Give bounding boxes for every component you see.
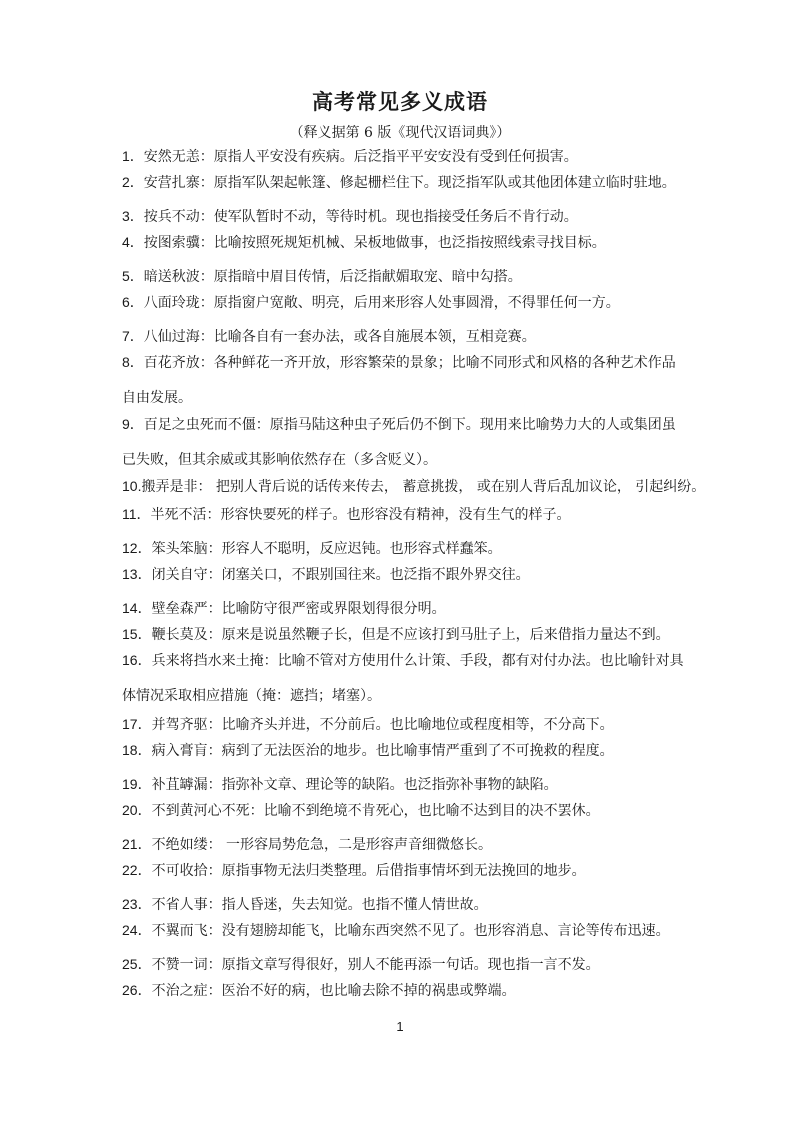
entry-text: 笨头笨脑：形容人不聪明，反应迟钝。也形容式样蠢笨。 [151, 541, 502, 557]
list-item [122, 920, 692, 941]
entry-text: 不可收拾：原指事物无法归类整理。后借指事情坏到无法挽回的地步。 [151, 863, 586, 879]
entry-text: 闭关自守：闭塞关口，不跟别国往来。也泛指不跟外界交往。 [151, 567, 530, 583]
list-item [122, 774, 692, 795]
list-item [122, 834, 692, 855]
entry-text: 鞭长莫及：原来是说虽然鞭子长，但是不应该打到马肚子上，后来借指力量达不到。 [151, 627, 670, 643]
entry-text: 百足之虫死而不僵：原指马陆这种虫子死后仍不倒下。现用来比喻势力大的人或集团虽 [143, 417, 676, 433]
entry-number: 5． [122, 268, 144, 284]
list-item [122, 206, 692, 227]
list-item [122, 292, 692, 313]
list-item [122, 146, 692, 167]
entry-number: 1． [122, 148, 144, 164]
list-item [122, 714, 692, 735]
entry-text: 半死不活：形容快要死的样子。也形容没有精神，没有生气的样子。 [150, 507, 571, 523]
entry-text: 不省人事：指人昏迷，失去知觉。也指不懂人情世故。 [151, 897, 488, 913]
entry-number: 22． [122, 862, 152, 878]
list-item [122, 232, 692, 253]
entry-number: 19． [122, 776, 152, 792]
entry-text: 八仙过海：比喻各自有一套办法，或各自施展本领，互相竞赛。 [143, 329, 536, 345]
entry-number: 18． [122, 742, 152, 758]
list-item [122, 894, 692, 915]
entry-number: 21． [122, 836, 152, 852]
list-item [122, 800, 692, 821]
entry-continuation: 已失败，但其余威或其影响依然存在（多含贬义）。 [122, 452, 437, 468]
entry-number: 23． [122, 896, 152, 912]
entry-text: 按兵不动：使军队暂时不动，等待时机。现也指接受任务后不肯行动。 [143, 209, 578, 225]
list-item [122, 414, 692, 468]
list-item [122, 352, 692, 406]
entry-number: 20． [122, 802, 152, 818]
entry-number: 26． [122, 982, 152, 998]
entry-text: 壁垒森严：比喻防守很严密或界限划得很分明。 [151, 601, 446, 617]
list-item [122, 624, 692, 645]
entry-number: 2． [122, 174, 144, 190]
list-item [122, 326, 692, 347]
entry-number: 8． [122, 354, 144, 370]
list-item [122, 538, 692, 559]
list-item [122, 172, 692, 193]
entry-text: 百花齐放：各种鲜花一齐开放，形容繁荣的景象；比喻不同形式和风格的各种艺术作品 [143, 355, 676, 371]
entry-number: 17． [122, 716, 152, 732]
entry-number: 15． [122, 626, 152, 642]
entry-number: 3． [122, 208, 144, 224]
entry-number: 16． [122, 652, 152, 668]
list-item [122, 740, 692, 761]
entry-number: 12． [122, 540, 152, 556]
entry-text: 不到黄河心不死：比喻不到绝境不肯死心，也比喻不达到目的决不罢休。 [151, 803, 600, 819]
entry-text: 搬弄是非： 把别人背后说的话传来传去， 蓄意挑拨， 或在别人背后乱加议论， 引起纠纷。 [141, 479, 706, 495]
entry-number: 9． [122, 416, 144, 432]
entry-text: 不赞一词：原指文章写得很好，别人不能再添一句话。现也指一言不发。 [151, 957, 600, 973]
entry-number: 6． [122, 294, 144, 310]
entry-number: 4． [122, 234, 144, 250]
entry-number: 10. [122, 478, 142, 494]
entry-text: 不翼而飞：没有翅膀却能飞，比喻东西突然不见了。也形容消息、言论等传布迅速。 [151, 923, 670, 939]
entry-text: 暗送秋波：原指暗中眉目传情，后泛指献媚取宠、暗中勾搭。 [143, 269, 522, 285]
entry-number: 13． [122, 566, 152, 582]
entry-number: 7． [122, 328, 144, 344]
entry-number: 11． [122, 506, 151, 522]
entry-text: 兵来将挡水来土掩：比喻不管对方使用什么计策、手段，都有对付办法。也比喻针对具 [151, 653, 684, 669]
list-item [122, 266, 692, 287]
entry-text: 病入膏肓：病到了无法医治的地步。也比喻事情严重到了不可挽救的程度。 [151, 743, 614, 759]
list-item [122, 954, 692, 975]
entry-text: 并驾齐驱：比喻齐头并进，不分前后。也比喻地位或程度相等，不分高下。 [151, 717, 614, 733]
entry-text: 安营扎寨：原指军队架起帐篷、修起栅栏住下。现泛指军队或其他团体建立临时驻地。 [143, 175, 676, 191]
entry-number: 14． [122, 600, 152, 616]
entry-text: 不治之症：医治不好的病，也比喻去除不掉的祸患或弊端。 [151, 983, 516, 999]
entry-text: 补苴罅漏：指弥补文章、理论等的缺陷。也泛指弥补事物的缺陷。 [151, 777, 558, 793]
entry-text: 安然无恙：原指人平安没有疾病。后泛指平平安安没有受到任何损害。 [143, 149, 578, 165]
list-item [122, 504, 692, 525]
entry-continuation: 自由发展。 [122, 390, 192, 406]
list-item [122, 598, 692, 619]
list-item [122, 650, 692, 704]
list-item [122, 980, 692, 1001]
page-number: 1 [396, 1019, 404, 1034]
list-item [122, 564, 692, 585]
entry-text: 按图索骥：比喻按照死规矩机械、呆板地做事，也泛指按照线索寻找目标。 [143, 235, 606, 251]
entry-continuation: 体情况采取相应措施（掩：遮挡；堵塞）。 [122, 688, 381, 704]
list-item [122, 476, 706, 497]
entry-text: 不绝如缕： 一形容局势危急，二是形容声音细微悠长。 [151, 837, 493, 853]
document-title: 高考常见多义成语 [312, 89, 488, 114]
entry-number: 25． [122, 956, 152, 972]
document-subtitle: （释义据第 6 版《现代汉语词典》） [289, 125, 511, 141]
list-item [122, 860, 692, 881]
entry-text: 八面玲珑：原指窗户宽敞、明亮，后用来形容人处事圆滑，不得罪任何一方。 [143, 295, 620, 311]
entry-number: 24． [122, 922, 152, 938]
